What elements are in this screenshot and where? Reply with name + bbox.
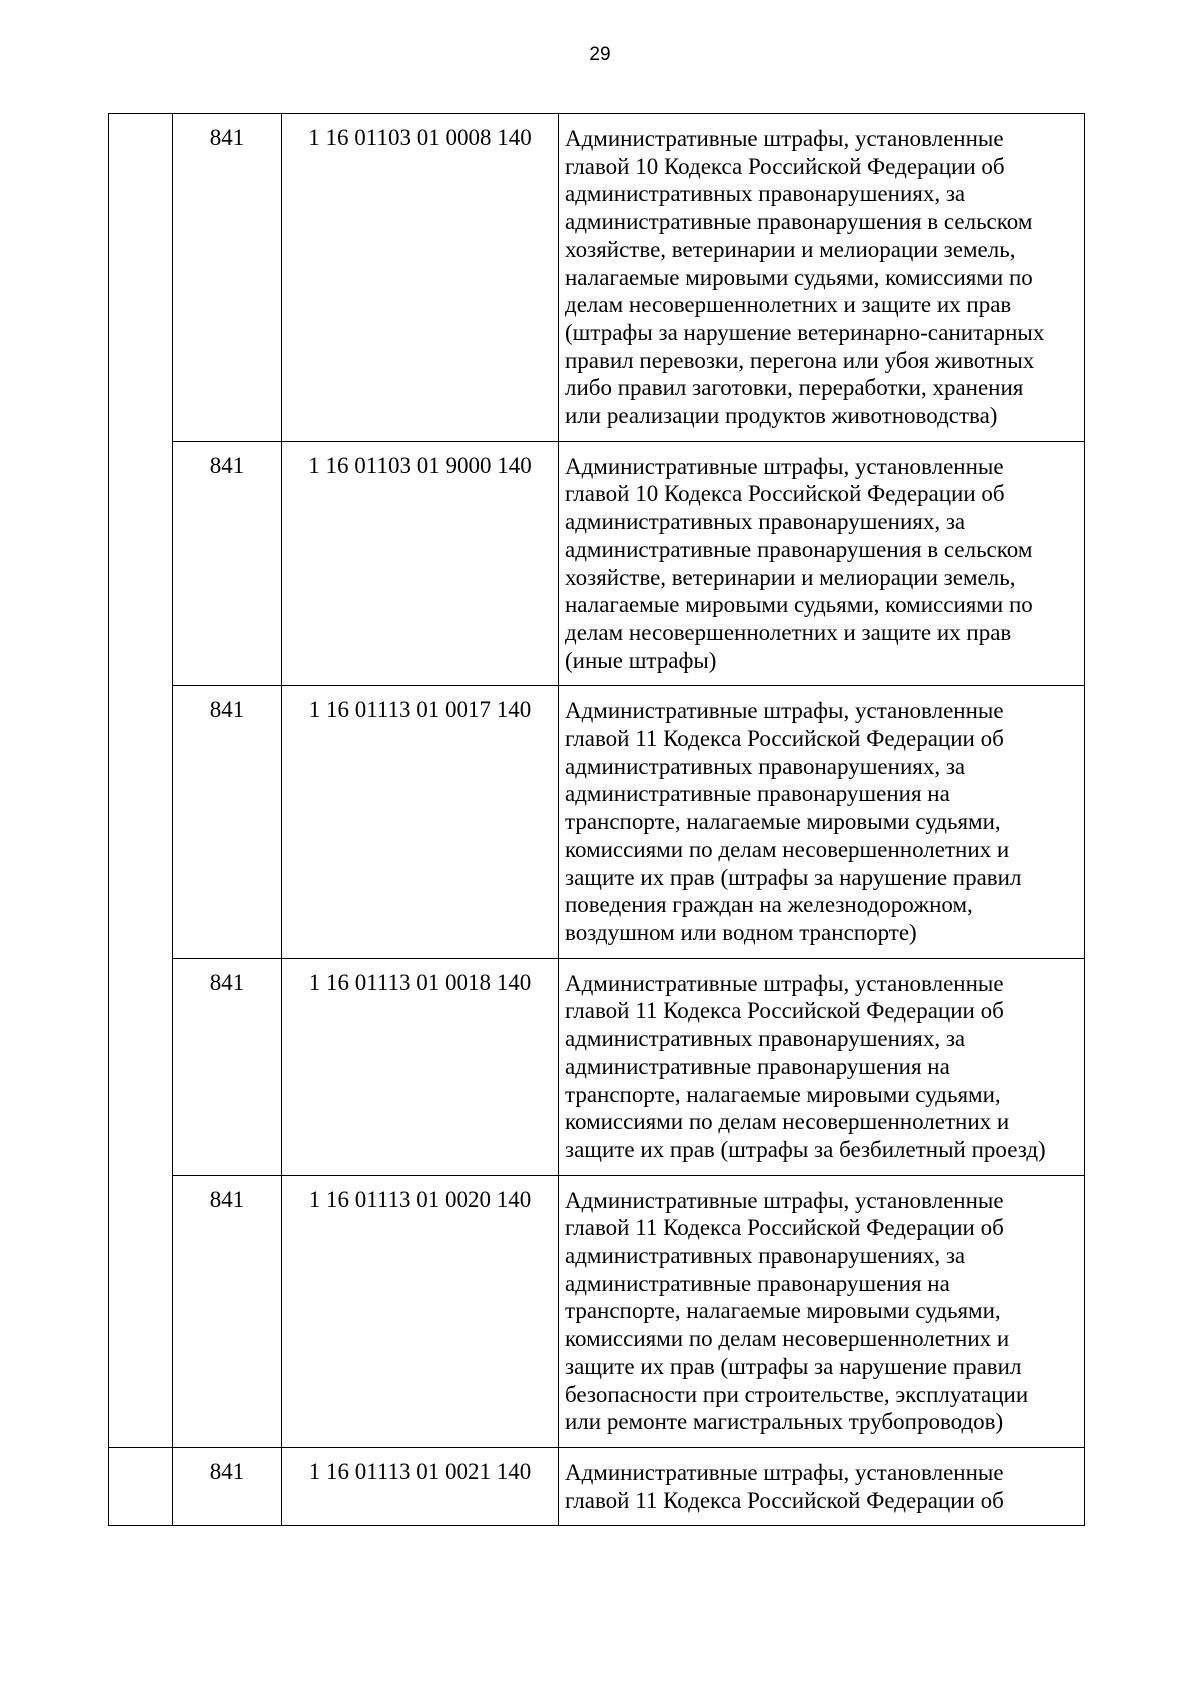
- table-row: [109, 1175, 1085, 1447]
- description-line: административные правонарушения на: [565, 1270, 950, 1296]
- empty-cell: [109, 114, 173, 1448]
- admin-code-cell: 841: [173, 686, 282, 958]
- admin-code-cell: 841: [173, 958, 282, 1175]
- description-line: налагаемые мировыми судьями, комиссиями по: [565, 592, 1033, 618]
- admin-code-cell: 841: [173, 441, 282, 686]
- description-line: главой 10 Кодекса Российской Федерации об: [565, 481, 1005, 507]
- description-line: Административные штрафы, установленные: [565, 453, 1004, 479]
- description-line: транспорте, налагаемые мировыми судьями,: [565, 1298, 1001, 1324]
- description-line: защите их прав (штрафы за нарушение правил: [565, 864, 1022, 890]
- admin-code-cell: 841: [173, 1447, 282, 1525]
- table-row: [109, 1447, 1085, 1525]
- description-line: Административные штрафы, установленные: [565, 1459, 1004, 1485]
- description-line: административных правонарушениях, за: [565, 1026, 966, 1052]
- description-line: делам несовершеннолетних и защите их прав: [565, 292, 1012, 318]
- table-row: [109, 441, 1085, 686]
- description-line: Административные штрафы, установленные: [565, 698, 1004, 724]
- description-line: защите их прав (штрафы за безбилетный проезд): [565, 1136, 1046, 1162]
- description-line: комиссиями по делам несовершеннолетних и: [565, 1109, 1010, 1135]
- description-line: транспорте, налагаемые мировыми судьями,: [565, 809, 1001, 835]
- budget-code-cell: 1 16 01103 01 9000 140: [282, 441, 559, 686]
- description-line: Административные штрафы, установленные: [565, 970, 1004, 996]
- table-body: [109, 114, 1085, 1526]
- budget-code-cell: 1 16 01113 01 0020 140: [282, 1175, 559, 1447]
- description-line: Административные штрафы, установленные: [565, 126, 1004, 151]
- description-line: налагаемые мировыми судьями, комиссиями по: [565, 264, 1033, 290]
- description-cell: [559, 1447, 1085, 1525]
- description-line: или реализации продуктов животноводства): [565, 403, 998, 429]
- revenue-codes-table: [108, 113, 1085, 1526]
- description-line: воздушном или водном транспорте): [565, 919, 917, 945]
- description-line: главой 11 Кодекса Российской Федерации об: [565, 998, 1004, 1024]
- description-line: административные правонарушения в сельском: [565, 209, 1033, 235]
- description-line: главой 11 Кодекса Российской Федерации об: [565, 726, 1004, 752]
- description-line: или ремонте магистральных трубопроводов): [565, 1409, 1004, 1435]
- description-line: хозяйстве, ветеринарии и мелиорации земель,: [565, 236, 1016, 262]
- table-row: [109, 686, 1085, 958]
- description-line: административные правонарушения на: [565, 781, 950, 807]
- description-line: безопасности при строительстве, эксплуатации: [565, 1381, 1029, 1407]
- description-line: защите их прав (штрафы за нарушение правил: [565, 1353, 1022, 1379]
- description-cell: [559, 441, 1085, 686]
- budget-code-cell: 1 16 01103 01 0008 140: [282, 114, 559, 442]
- description-line: комиссиями по делам несовершеннолетних и: [565, 1326, 1010, 1352]
- description-line: (иные штрафы): [565, 647, 717, 673]
- description-line: административных правонарушениях, за: [565, 1243, 966, 1269]
- description-line: административных правонарушениях, за: [565, 753, 966, 779]
- empty-cell: [109, 1447, 173, 1525]
- description-line: либо правил заготовки, переработки, хранения: [565, 375, 1024, 401]
- description-line: главой 10 Кодекса Российской Федерации об: [565, 153, 1005, 179]
- admin-code-cell: 841: [173, 114, 282, 442]
- description-line: комиссиями по делам несовершеннолетних и: [565, 836, 1010, 862]
- description-cell: [559, 1175, 1085, 1447]
- description-line: административных правонарушениях, за: [565, 181, 966, 207]
- description-line: транспорте, налагаемые мировыми судьями,: [565, 1081, 1001, 1107]
- description-cell: [559, 958, 1085, 1175]
- description-line: административных правонарушениях, за: [565, 509, 966, 535]
- description-cell: [559, 114, 1085, 442]
- description-line: поведения граждан на железнодорожном,: [565, 892, 973, 918]
- admin-code-cell: 841: [173, 1175, 282, 1447]
- description-line: главой 11 Кодекса Российской Федерации об: [565, 1215, 1004, 1241]
- description-line: Административные штрафы, установленные: [565, 1187, 1004, 1213]
- description-line: административные правонарушения в сельском: [565, 536, 1033, 562]
- table-row: [109, 958, 1085, 1175]
- description-line: хозяйстве, ветеринарии и мелиорации земель,: [565, 564, 1016, 590]
- budget-code-cell: 1 16 01113 01 0021 140: [282, 1447, 559, 1525]
- page-number: 29: [589, 44, 611, 65]
- table-row: [109, 114, 1085, 442]
- description-line: (штрафы за нарушение ветеринарно-санитарных: [565, 319, 1045, 345]
- description-line: правил перевозки, перегона или убоя животных: [565, 347, 1035, 373]
- description-cell: [559, 686, 1085, 958]
- budget-code-cell: 1 16 01113 01 0018 140: [282, 958, 559, 1175]
- description-line: делам несовершеннолетних и защите их прав: [565, 619, 1012, 645]
- budget-code-cell: 1 16 01113 01 0017 140: [282, 686, 559, 958]
- description-line: главой 11 Кодекса Российской Федерации об: [565, 1487, 1004, 1513]
- description-line: административные правонарушения на: [565, 1053, 950, 1079]
